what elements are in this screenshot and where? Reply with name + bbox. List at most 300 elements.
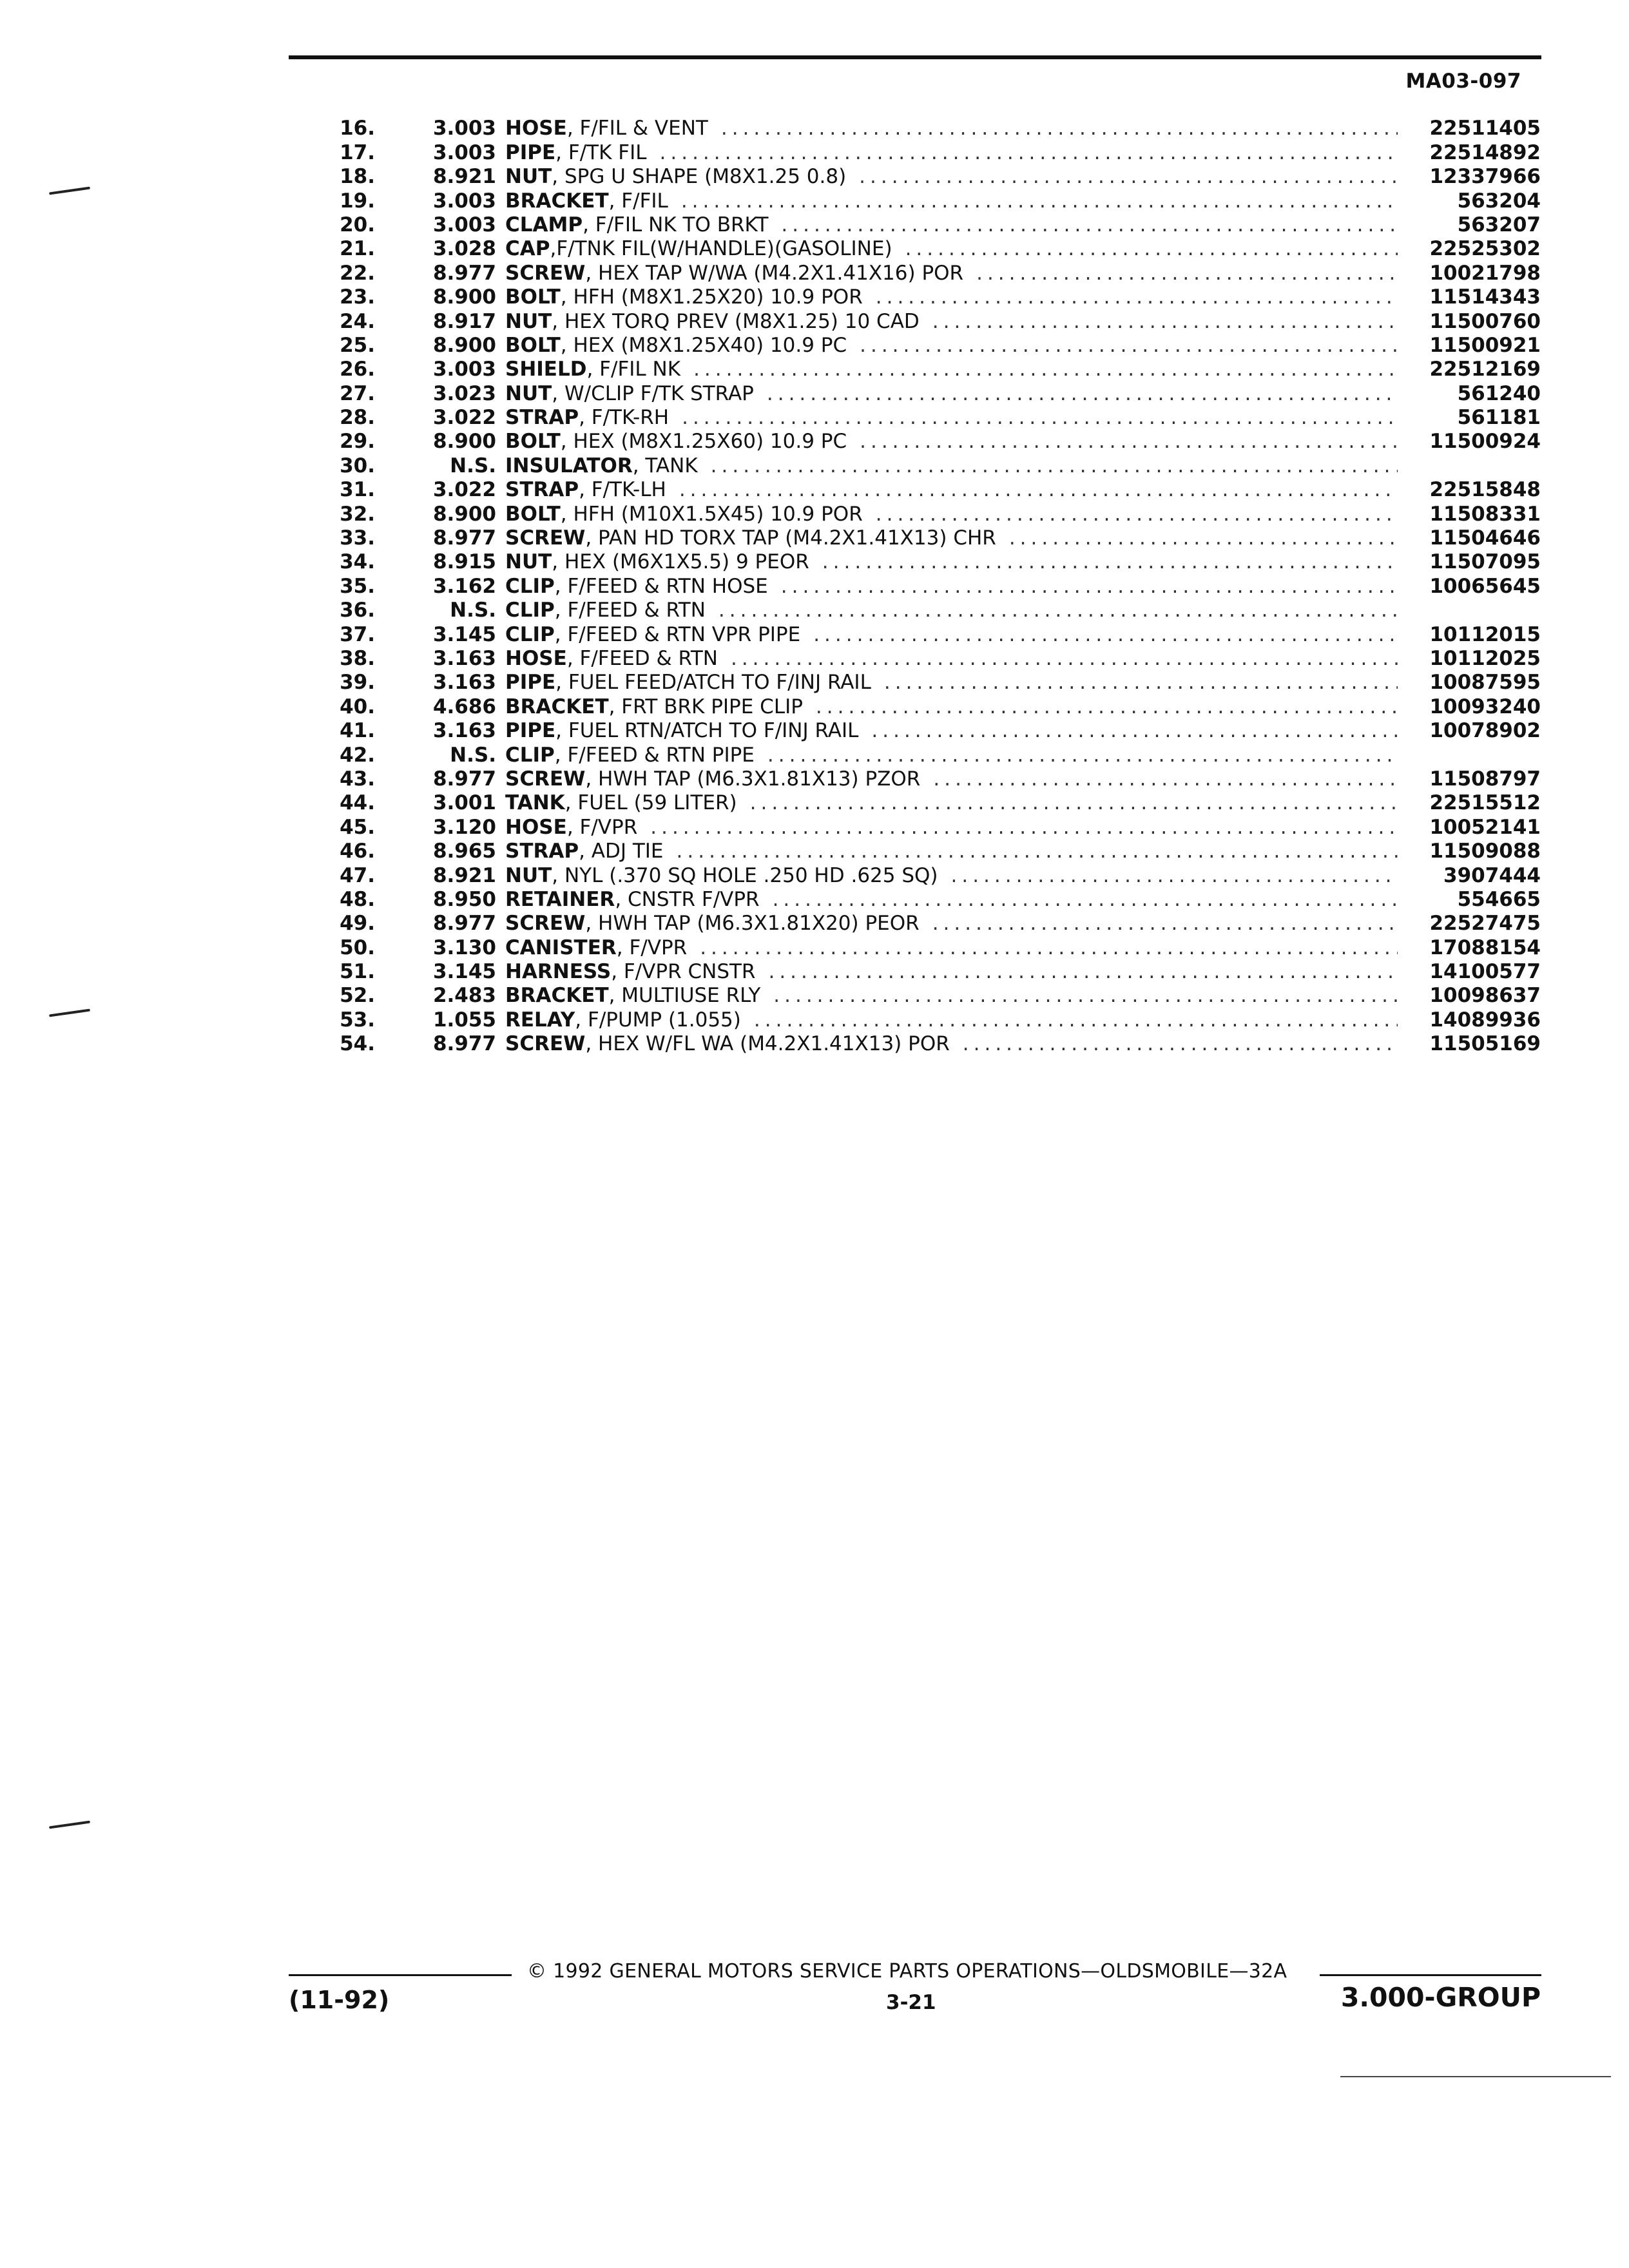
item-number: 19. <box>340 189 375 213</box>
part-number: 11500760 <box>1429 309 1541 333</box>
dot-leader <box>976 262 1398 285</box>
part-name: STRAP <box>505 840 579 863</box>
part-description <box>505 984 1405 1007</box>
part-detail: , W/CLIP F/TK STRAP <box>552 381 754 405</box>
part-number: 561240 <box>1457 381 1541 405</box>
part-number: 11500921 <box>1429 333 1541 357</box>
part-number: 11509088 <box>1429 840 1541 863</box>
dot-leader <box>718 599 1398 622</box>
part-description <box>505 1008 1405 1032</box>
group-code: 3.163 <box>432 646 496 670</box>
part-detail: , FUEL FEED/ATCH TO F/INJ RAIL <box>555 671 871 695</box>
dot-leader <box>773 984 1398 1007</box>
table-row <box>303 236 1541 260</box>
part-number: 22525302 <box>1429 237 1541 261</box>
part-description <box>505 816 1405 839</box>
dot-leader <box>767 382 1398 405</box>
part-description <box>505 767 1405 791</box>
part-name: BRACKET <box>505 189 609 213</box>
part-detail: , MULTIUSE RLY <box>608 984 761 1008</box>
part-name: INSULATOR <box>505 454 633 477</box>
item-number: 39. <box>340 671 375 695</box>
table-row <box>303 405 1541 429</box>
part-detail: , F/TK-LH <box>579 478 666 502</box>
part-number: 10052141 <box>1429 815 1541 839</box>
table-row <box>303 959 1541 983</box>
group-code: 4.686 <box>432 695 496 718</box>
dot-leader <box>876 285 1398 309</box>
part-number: 10112015 <box>1429 622 1541 646</box>
part-description <box>505 237 1405 260</box>
dot-leader <box>884 671 1398 694</box>
table-row <box>303 309 1541 332</box>
table-row <box>303 381 1541 405</box>
item-number: 54. <box>340 1032 375 1056</box>
part-description <box>505 936 1405 959</box>
part-description <box>505 695 1405 718</box>
part-name: SCREW <box>505 1032 586 1056</box>
table-row <box>303 1007 1541 1031</box>
table-row <box>303 839 1541 863</box>
table-row <box>303 670 1541 694</box>
item-number: 21. <box>340 237 375 261</box>
part-detail: , F/VPR <box>616 936 688 959</box>
part-description <box>505 285 1405 309</box>
part-detail: , HWH TAP (M6.3X1.81X20) PEOR <box>585 912 920 936</box>
parts-list <box>303 116 1541 1055</box>
footer-rule-left <box>289 1974 512 1976</box>
dot-leader <box>932 912 1398 935</box>
part-description <box>505 189 1405 213</box>
table-row <box>303 333 1541 357</box>
part-description <box>505 117 1405 140</box>
item-number: 25. <box>340 333 375 357</box>
part-number: 22515512 <box>1429 791 1541 815</box>
part-detail: , F/FIL NK <box>586 358 681 381</box>
part-number: 561181 <box>1457 406 1541 430</box>
dot-leader <box>822 550 1398 573</box>
item-number: 28. <box>340 406 375 430</box>
part-detail: , F/TK FIL <box>555 140 647 164</box>
part-detail: , PAN HD TORX TAP (M4.2X1.41X13) CHR <box>585 526 996 550</box>
part-description <box>505 454 1405 477</box>
table-row <box>303 767 1541 791</box>
dot-leader <box>932 310 1398 333</box>
part-detail: , F/VPR CNSTR <box>611 960 756 984</box>
part-number: 10098637 <box>1429 984 1541 1008</box>
part-name: SCREW <box>505 767 586 791</box>
part-detail: , HFH (M8X1.25X20) 10.9 POR <box>560 285 863 309</box>
part-name: NUT <box>505 309 552 333</box>
header-rule <box>289 55 1541 59</box>
part-description <box>505 912 1405 935</box>
part-name: SCREW <box>505 526 586 550</box>
item-number: 41. <box>340 719 375 743</box>
item-number: 32. <box>340 502 375 526</box>
table-row <box>303 164 1541 188</box>
part-name: NUT <box>505 165 552 189</box>
item-number: 43. <box>340 767 375 791</box>
group-code: 3.003 <box>432 213 496 236</box>
part-description <box>505 503 1405 526</box>
dot-leader <box>860 430 1398 453</box>
part-name: BOLT <box>505 502 561 526</box>
dot-leader <box>677 840 1398 863</box>
dot-leader <box>700 936 1398 959</box>
table-row <box>303 911 1541 935</box>
part-name: SHIELD <box>505 358 587 381</box>
item-number: 20. <box>340 213 375 236</box>
part-name: NUT <box>505 863 552 887</box>
group-code: 3.163 <box>432 671 496 695</box>
item-number: 40. <box>340 695 375 718</box>
part-name: HARNESS <box>505 960 612 984</box>
item-number: 24. <box>340 309 375 333</box>
item-number: 52. <box>340 984 375 1008</box>
part-name: BOLT <box>505 333 561 357</box>
item-number: 53. <box>340 1008 375 1032</box>
part-description <box>505 599 1405 622</box>
table-row <box>303 453 1541 477</box>
part-description <box>505 647 1405 670</box>
item-number: 26. <box>340 358 375 381</box>
dot-leader <box>693 358 1398 381</box>
group-code: 3.120 <box>432 815 496 839</box>
part-name: NUT <box>505 381 552 405</box>
footer-rule-right <box>1320 1974 1541 1976</box>
document-code: MA03-097 <box>1405 70 1521 93</box>
group-code: 3.003 <box>432 189 496 213</box>
part-number: 563204 <box>1457 189 1541 213</box>
item-number: 42. <box>340 743 375 767</box>
part-number: 14100577 <box>1429 960 1541 984</box>
part-name: RETAINER <box>505 887 615 911</box>
part-detail: , FUEL (59 LITER) <box>564 791 737 815</box>
part-description <box>505 960 1405 983</box>
dot-leader <box>781 575 1398 598</box>
item-number: 33. <box>340 526 375 550</box>
part-number: 563207 <box>1457 213 1541 236</box>
item-number: 23. <box>340 285 375 309</box>
part-detail: , HEX (M8X1.25X60) 10.9 PC <box>560 430 847 454</box>
part-name: HOSE <box>505 646 567 670</box>
binder-hole-mark-bottom <box>49 1821 90 1829</box>
dot-leader <box>768 960 1398 983</box>
group-code: N.S. <box>450 454 496 477</box>
dot-leader <box>681 189 1398 213</box>
part-description <box>505 840 1405 863</box>
part-detail: ,F/TNK FIL(W/HANDLE)(GASOLINE) <box>550 237 892 261</box>
part-description <box>505 888 1405 911</box>
group-code: 3.022 <box>432 406 496 430</box>
part-number: 22511405 <box>1429 117 1541 140</box>
part-description <box>505 310 1405 333</box>
dot-leader <box>816 695 1398 718</box>
part-detail: , CNSTR F/VPR <box>615 887 760 911</box>
part-detail: , FUEL RTN/ATCH TO F/INJ RAIL <box>555 719 859 743</box>
dot-leader <box>754 1008 1398 1032</box>
item-number: 47. <box>340 863 375 887</box>
part-name: TANK <box>505 791 565 815</box>
table-row <box>303 526 1541 550</box>
group-code: 3.003 <box>432 140 496 164</box>
part-name: BRACKET <box>505 695 609 718</box>
part-number: 11508331 <box>1429 502 1541 526</box>
table-row <box>303 718 1541 742</box>
part-number: 10021798 <box>1429 261 1541 285</box>
part-detail: , F/FEED & RTN <box>554 599 706 622</box>
group-code: 3.023 <box>432 381 496 405</box>
part-number: 10065645 <box>1429 574 1541 598</box>
part-name: HOSE <box>505 117 567 140</box>
part-name: CLIP <box>505 574 555 598</box>
dot-leader <box>767 744 1398 767</box>
dot-leader <box>871 719 1398 742</box>
item-number: 35. <box>340 574 375 598</box>
dot-leader <box>721 117 1398 140</box>
group-code: 8.965 <box>432 840 496 863</box>
group-code: 8.977 <box>432 912 496 936</box>
binder-hole-mark-top <box>49 187 90 195</box>
table-row <box>303 1032 1541 1055</box>
table-row <box>303 140 1541 164</box>
part-description <box>505 406 1405 429</box>
part-name: RELAY <box>505 1008 575 1032</box>
part-description <box>505 575 1405 598</box>
group-code: 8.977 <box>432 261 496 285</box>
part-description <box>505 791 1405 814</box>
part-name: STRAP <box>505 478 579 502</box>
table-row <box>303 213 1541 236</box>
part-number: 11504646 <box>1429 526 1541 550</box>
part-detail: , HEX (M6X1X5.5) 9 PEOR <box>552 550 809 574</box>
part-description <box>505 213 1405 236</box>
item-number: 36. <box>340 599 375 622</box>
group-code: 3.145 <box>432 622 496 646</box>
dot-leader <box>963 1032 1398 1055</box>
table-row <box>303 501 1541 525</box>
group-code: 8.900 <box>432 333 496 357</box>
dot-leader <box>860 334 1398 357</box>
binder-hole-mark-middle <box>49 1009 90 1017</box>
dot-leader <box>859 165 1398 188</box>
group-code: 3.003 <box>432 358 496 381</box>
group-code: 8.977 <box>432 767 496 791</box>
part-detail: , F/FEED & RTN <box>566 646 718 670</box>
part-name: PIPE <box>505 671 556 695</box>
group-code: 3.163 <box>432 719 496 743</box>
part-detail: , HWH TAP (M6.3X1.81X13) PZOR <box>585 767 921 791</box>
part-name: PIPE <box>505 140 556 164</box>
part-detail: , F/FIL <box>608 189 668 213</box>
part-detail: , SPG U SHAPE (M8X1.25 0.8) <box>552 165 847 189</box>
part-name: NUT <box>505 550 552 574</box>
table-row <box>303 791 1541 814</box>
revision-date: (11-92) <box>289 1986 390 2014</box>
copyright-line: © 1992 GENERAL MOTORS SERVICE PARTS OPERATIONS—OLDSMOBILE—32A <box>527 1960 1287 1983</box>
part-detail: , ADJ TIE <box>579 840 664 863</box>
page-number: 3-21 <box>886 1991 936 2014</box>
part-name: BRACKET <box>505 984 609 1008</box>
table-row <box>303 285 1541 309</box>
part-detail: , F/FEED & RTN HOSE <box>554 574 768 598</box>
group-code: 3.145 <box>432 960 496 984</box>
part-number: 10087595 <box>1429 671 1541 695</box>
part-detail: , F/FIL & VENT <box>566 117 708 140</box>
part-description <box>505 744 1405 767</box>
item-number: 16. <box>340 117 375 140</box>
group-code: 8.917 <box>432 309 496 333</box>
part-number: 11505169 <box>1429 1032 1541 1056</box>
part-number: 11500924 <box>1429 430 1541 454</box>
part-description <box>505 478 1405 501</box>
part-description <box>505 719 1405 742</box>
table-row <box>303 646 1541 670</box>
bottom-stray-rule <box>1340 2076 1611 2077</box>
item-number: 37. <box>340 622 375 646</box>
part-description <box>505 141 1405 164</box>
item-number: 51. <box>340 960 375 984</box>
dot-leader <box>951 864 1398 887</box>
group-code: 8.900 <box>432 285 496 309</box>
part-number: 3907444 <box>1443 863 1541 887</box>
group-code: 3.003 <box>432 117 496 140</box>
part-description <box>505 623 1405 646</box>
part-detail: , F/PUMP (1.055) <box>575 1008 741 1032</box>
dot-leader <box>933 767 1398 791</box>
part-number: 10093240 <box>1429 695 1541 718</box>
group-label: 3.000-GROUP <box>1340 1982 1541 2013</box>
part-number: 11508797 <box>1429 767 1541 791</box>
part-number: 11514343 <box>1429 285 1541 309</box>
item-number: 50. <box>340 936 375 959</box>
part-detail: , HEX TORQ PREV (M8X1.25) 10 CAD <box>552 309 920 333</box>
part-number: 554665 <box>1457 887 1541 911</box>
part-description <box>505 382 1405 405</box>
part-description <box>505 430 1405 453</box>
item-number: 29. <box>340 430 375 454</box>
part-number: 10078902 <box>1429 719 1541 743</box>
part-detail: , HFH (M10X1.5X45) 10.9 POR <box>560 502 863 526</box>
group-code: 8.921 <box>432 863 496 887</box>
dot-leader <box>650 816 1398 839</box>
item-number: 22. <box>340 261 375 285</box>
table-row <box>303 887 1541 911</box>
dot-leader <box>731 647 1398 670</box>
part-name: CLIP <box>505 622 555 646</box>
part-description <box>505 550 1405 573</box>
part-name: HOSE <box>505 815 567 839</box>
part-detail: , F/FEED & RTN VPR PIPE <box>554 622 801 646</box>
part-name: CAP <box>505 237 550 261</box>
part-name: SCREW <box>505 912 586 936</box>
part-description <box>505 165 1405 188</box>
group-code: N.S. <box>450 599 496 622</box>
part-detail: , F/VPR <box>566 815 638 839</box>
table-row <box>303 188 1541 212</box>
group-code: 8.977 <box>432 526 496 550</box>
part-number: 22527475 <box>1429 912 1541 936</box>
group-code: 3.022 <box>432 478 496 502</box>
table-row <box>303 573 1541 597</box>
dot-leader <box>773 888 1398 911</box>
part-description <box>505 526 1405 550</box>
part-number: 22515848 <box>1429 478 1541 502</box>
table-row <box>303 550 1541 573</box>
part-number: 17088154 <box>1429 936 1541 959</box>
group-code: 1.055 <box>432 1008 496 1032</box>
group-code: 3.162 <box>432 574 496 598</box>
table-row <box>303 863 1541 887</box>
group-code: 3.028 <box>432 237 496 261</box>
part-detail: , F/TK-RH <box>579 406 670 430</box>
part-number: 11507095 <box>1429 550 1541 574</box>
group-code: 8.900 <box>432 430 496 454</box>
part-number: 10112025 <box>1429 646 1541 670</box>
item-number: 46. <box>340 840 375 863</box>
part-detail: , HEX TAP W/WA (M4.2X1.41X16) POR <box>585 261 964 285</box>
part-detail: , FRT BRK PIPE CLIP <box>608 695 803 718</box>
part-name: PIPE <box>505 719 556 743</box>
part-description <box>505 262 1405 285</box>
item-number: 38. <box>340 646 375 670</box>
part-description <box>505 358 1405 381</box>
part-detail: , HEX (M8X1.25X40) 10.9 PC <box>560 333 847 357</box>
part-description <box>505 671 1405 694</box>
table-row <box>303 622 1541 646</box>
part-name: CANISTER <box>505 936 617 959</box>
part-number: 14089936 <box>1429 1008 1541 1032</box>
part-description <box>505 864 1405 887</box>
table-row <box>303 260 1541 284</box>
part-number: 12337966 <box>1429 165 1541 189</box>
table-row <box>303 116 1541 140</box>
dot-leader <box>711 454 1398 477</box>
part-name: STRAP <box>505 406 579 430</box>
part-number: 22514892 <box>1429 140 1541 164</box>
group-code: 8.900 <box>432 502 496 526</box>
dot-leader <box>660 141 1398 164</box>
table-row <box>303 429 1541 453</box>
group-code: 8.977 <box>432 1032 496 1056</box>
group-code: 2.483 <box>432 984 496 1008</box>
part-name: CLIP <box>505 743 555 767</box>
dot-leader <box>1009 526 1398 550</box>
group-code: 8.915 <box>432 550 496 574</box>
item-number: 49. <box>340 912 375 936</box>
table-row <box>303 983 1541 1007</box>
group-code: 3.130 <box>432 936 496 959</box>
part-detail: , F/FEED & RTN PIPE <box>554 743 755 767</box>
dot-leader <box>813 623 1398 646</box>
part-detail: , F/FIL NK TO BRKT <box>583 213 769 236</box>
dot-leader <box>682 406 1398 429</box>
part-detail: , TANK <box>632 454 698 477</box>
item-number: 44. <box>340 791 375 815</box>
dot-leader <box>876 503 1398 526</box>
part-name: CLAMP <box>505 213 583 236</box>
part-name: BOLT <box>505 285 561 309</box>
group-code: 3.001 <box>432 791 496 815</box>
table-row <box>303 694 1541 718</box>
table-row <box>303 357 1541 381</box>
item-number: 31. <box>340 478 375 502</box>
item-number: 17. <box>340 140 375 164</box>
group-code: 8.950 <box>432 887 496 911</box>
group-code: N.S. <box>450 743 496 767</box>
table-row <box>303 598 1541 622</box>
item-number: 48. <box>340 887 375 911</box>
